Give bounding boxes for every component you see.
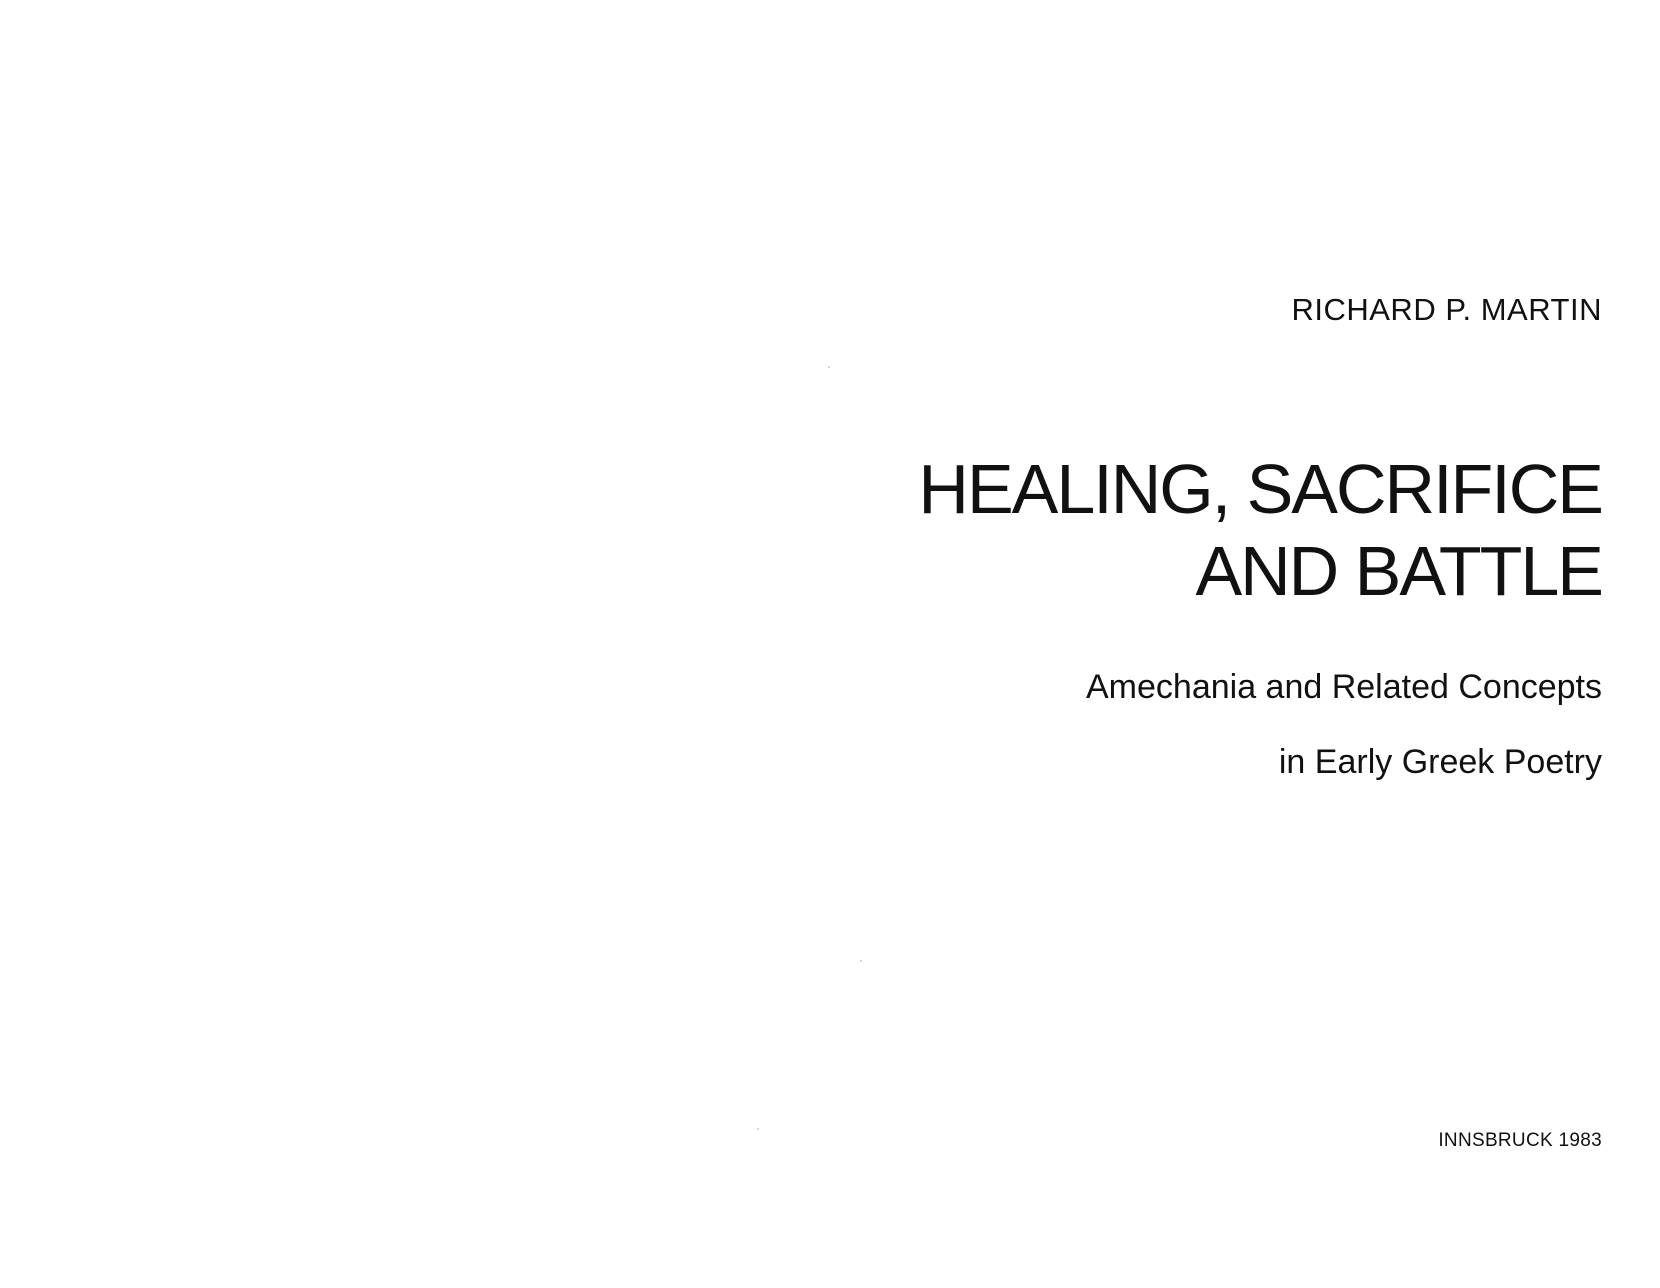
subtitle-line-1: Amechania and Related Concepts: [1086, 668, 1602, 706]
scan-speck: [757, 1128, 759, 1130]
scan-speck: [828, 366, 830, 368]
author-name: RICHARD P. MARTIN: [1291, 292, 1602, 327]
subtitle-line-2: in Early Greek Poetry: [1278, 743, 1602, 781]
book-title-line-1: HEALING, SACRIFICE: [918, 450, 1602, 528]
book-title: [918, 448, 1602, 612]
book-title-line-2: AND BATTLE: [1195, 532, 1602, 610]
scan-speck: [860, 960, 862, 962]
publisher-imprint: INNSBRUCK 1983: [1438, 1130, 1602, 1151]
